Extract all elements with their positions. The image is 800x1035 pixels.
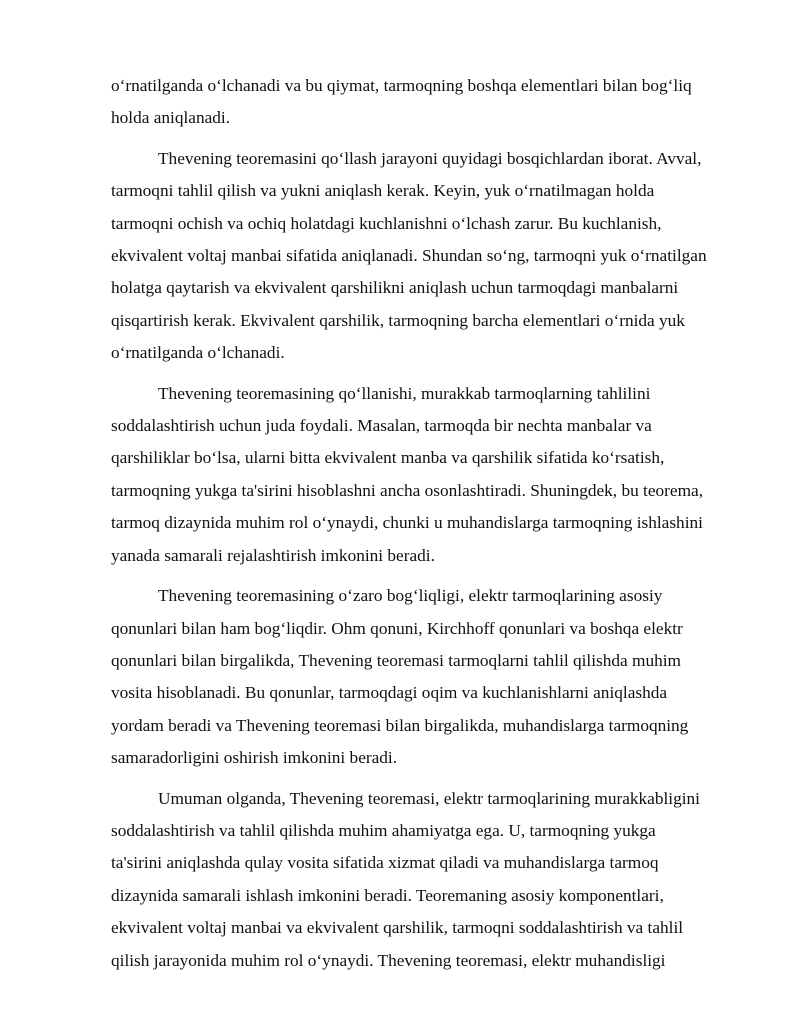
text-line: holda aniqlanadi. [111, 108, 231, 128]
text-line: ekvivalent voltaj manbai va ekvivalent qarshilik, tarmoqni soddalashtirish va tahlil [111, 918, 684, 938]
text-line: dizaynida samarali ishlash imkonini beradi. Teoremaning asosiy komponentlari, [111, 885, 664, 905]
paragraph-4 [111, 580, 707, 774]
text-line: vosita hisoblanadi. Bu qonunlar, tarmoqdagi oqim va kuchlanishlarni aniqlashda [111, 683, 668, 703]
text-line: soddalashtirish va tahlil qilishda muhim ahamiyatga ega. U, tarmoqning yukga [111, 820, 656, 840]
text-line: tarmoqni ochish va ochiq holatdagi kuchlanishni oʻlchash zarur. Bu kuchlanish, [111, 213, 662, 233]
text-line: ta'sirini aniqlashda qulay vosita sifatida xizmat qiladi va muhandislarga tarmoq [111, 853, 659, 873]
document-body [111, 70, 707, 977]
text-line: yanada samarali rejalashtirish imkonini beradi. [111, 545, 435, 565]
text-line: yordam beradi va Thevening teoremasi bilan birgalikda, muhandislarga tarmoqning [111, 715, 689, 735]
text-line: holatga qaytarish va ekvivalent qarshilikni aniqlash uchun tarmoqdagi manbalarni [111, 278, 679, 298]
text-line: samaradorligini oshirish imkonini beradi. [111, 748, 398, 768]
text-line: ekvivalent voltaj manbai sifatida aniqlanadi. Shundan soʻng, tarmoqni yuk oʻrnatilgan [111, 246, 707, 266]
paragraph-3 [111, 378, 707, 572]
text-line: oʻrnatilganda oʻlchanadi va bu qiymat, tarmoqning boshqa elementlari bilan bogʻliq [111, 76, 692, 95]
text-line: qarshiliklar boʻlsa, ularni bitta ekvivalent manba va qarshilik sifatida koʻrsatish, [111, 448, 665, 468]
text-line: Thevening teoremasining oʻzaro bogʻliqligi, elektr tarmoqlarining asosiy [158, 586, 663, 606]
text-line: oʻrnatilganda oʻlchanadi. [111, 343, 285, 363]
paragraph-5 [111, 783, 707, 977]
text-line: qonunlari bilan birgalikda, Thevening teoremasi tarmoqlarni tahlil qilishda muhim [111, 650, 682, 670]
paragraph-1 [111, 70, 707, 135]
text-line: tarmoq dizaynida muhim rol oʻynaydi, chunki u muhandislarga tarmoqning ishlashini [111, 513, 703, 533]
text-line: qisqartirish kerak. Ekvivalent qarshilik, tarmoqning barcha elementlari oʻrnida yuk [111, 310, 685, 330]
text-line: qilish jarayonida muhim rol oʻynaydi. Thevening teoremasi, elektr muhandisligi [111, 950, 666, 970]
text-line: tarmoqning yukga ta'sirini hisoblashni ancha osonlashtiradi. Shuningdek, bu teorema, [111, 480, 704, 500]
text-line: soddalashtirish uchun juda foydali. Masalan, tarmoqda bir nechta manbalar va [111, 416, 652, 436]
text-line: Thevening teoremasining qoʻllanishi, murakkab tarmoqlarning tahlilini [158, 383, 651, 403]
paragraph-2 [111, 143, 707, 370]
text-line: qonunlari bilan ham bogʻliqdir. Ohm qonuni, Kirchhoff qonunlari va boshqa elektr [111, 618, 683, 638]
text-line: Thevening teoremasini qoʻllash jarayoni quyidagi bosqichlardan iborat. Avval, [158, 148, 702, 168]
text-line: tarmoqni tahlil qilish va yukni aniqlash kerak. Keyin, yuk oʻrnatilmagan holda [111, 181, 655, 201]
text-line: Umuman olganda, Thevening teoremasi, elektr tarmoqlarining murakkabligini [158, 788, 700, 808]
